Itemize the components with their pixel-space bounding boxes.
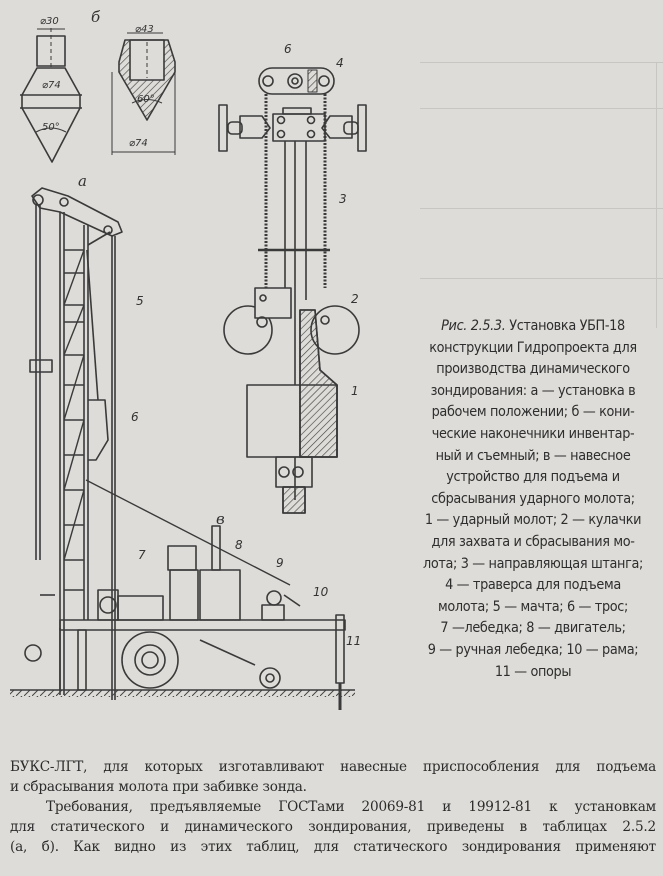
caption-line: конструкции Гидропроекта для (429, 339, 637, 356)
dim-angle-right: 60° (137, 94, 155, 105)
caption-line: ческие наконечники инвентар- (431, 425, 635, 442)
panel-label-a: а (78, 172, 87, 190)
caption-line: устройство для подъема и (446, 469, 620, 486)
dim-d74-right: ⌀74 (129, 138, 148, 149)
part-label-2: 2 (351, 292, 359, 306)
body-line: БУКС-ЛГТ, для которых изготавливают навесные приспособления для подъема (10, 759, 656, 775)
part-label-8: 8 (235, 538, 243, 552)
part-label-6-rig: 6 (131, 410, 139, 424)
part-label-5: 5 (136, 294, 144, 308)
part-label-11: 11 (346, 634, 362, 648)
body-line: для статического и динамического зондирования, приведены в таблицах 2.5.2 (10, 818, 656, 835)
caption-line: 4 — траверса для подъема (445, 577, 621, 594)
caption-line: сбрасывания ударного молота; (431, 490, 635, 507)
part-label-1: 1 (351, 384, 359, 398)
caption-line: для захвата и сбрасывания мо- (431, 533, 635, 550)
part-label-4: 4 (336, 56, 344, 70)
caption-line: производства динамического (436, 361, 630, 378)
panel-label-b: б (91, 8, 101, 26)
part-label-6-top: 6 (284, 42, 292, 56)
body-line: и сбрасывания молота при забивке зонда. (10, 778, 307, 795)
caption-line: 1 — ударный молот; 2 — кулачки (424, 512, 642, 529)
body-line: Требования, предъявляемые ГОСТами 20069-81 и 19912-81 к установкам (46, 798, 656, 815)
part-label-10: 10 (313, 585, 329, 599)
caption-line: рабочем положении; б — кони- (431, 404, 635, 421)
caption-line: зондирования: а — установка в (430, 382, 636, 399)
caption-line: 9 — ручная лебедка; 10 — рама; (427, 641, 639, 658)
part-label-7: 7 (138, 548, 146, 562)
part-label-3: 3 (339, 192, 347, 206)
caption-line: Рис. 2.5.3. Установка УБП-18 (441, 318, 625, 334)
caption-line: молота; 5 — мачта; 6 — трос; (438, 598, 628, 615)
panel-label-v: в (216, 510, 225, 528)
figure-caption (406, 316, 660, 683)
dim-angle-left: 50° (42, 122, 60, 133)
caption-line: ный и съемный; в — навесное (435, 447, 631, 464)
caption-line: лота; 3 — направляющая штанга; (422, 555, 644, 572)
part-label-9: 9 (276, 556, 284, 570)
body-line: (а, б). Как видно из этих таблиц, для статического зондирования применяют (10, 838, 656, 855)
caption-line: 11 — опоры (494, 663, 572, 680)
caption-line: 7 —лебедка; 8 — двигатель; (440, 620, 626, 637)
dim-d74-left: ⌀74 (42, 80, 61, 91)
body-text (10, 758, 656, 858)
hanging-device (219, 68, 366, 513)
tip-left (20, 28, 82, 162)
dim-d30: ⌀30 (40, 16, 59, 27)
dim-d43: ⌀43 (135, 24, 154, 35)
